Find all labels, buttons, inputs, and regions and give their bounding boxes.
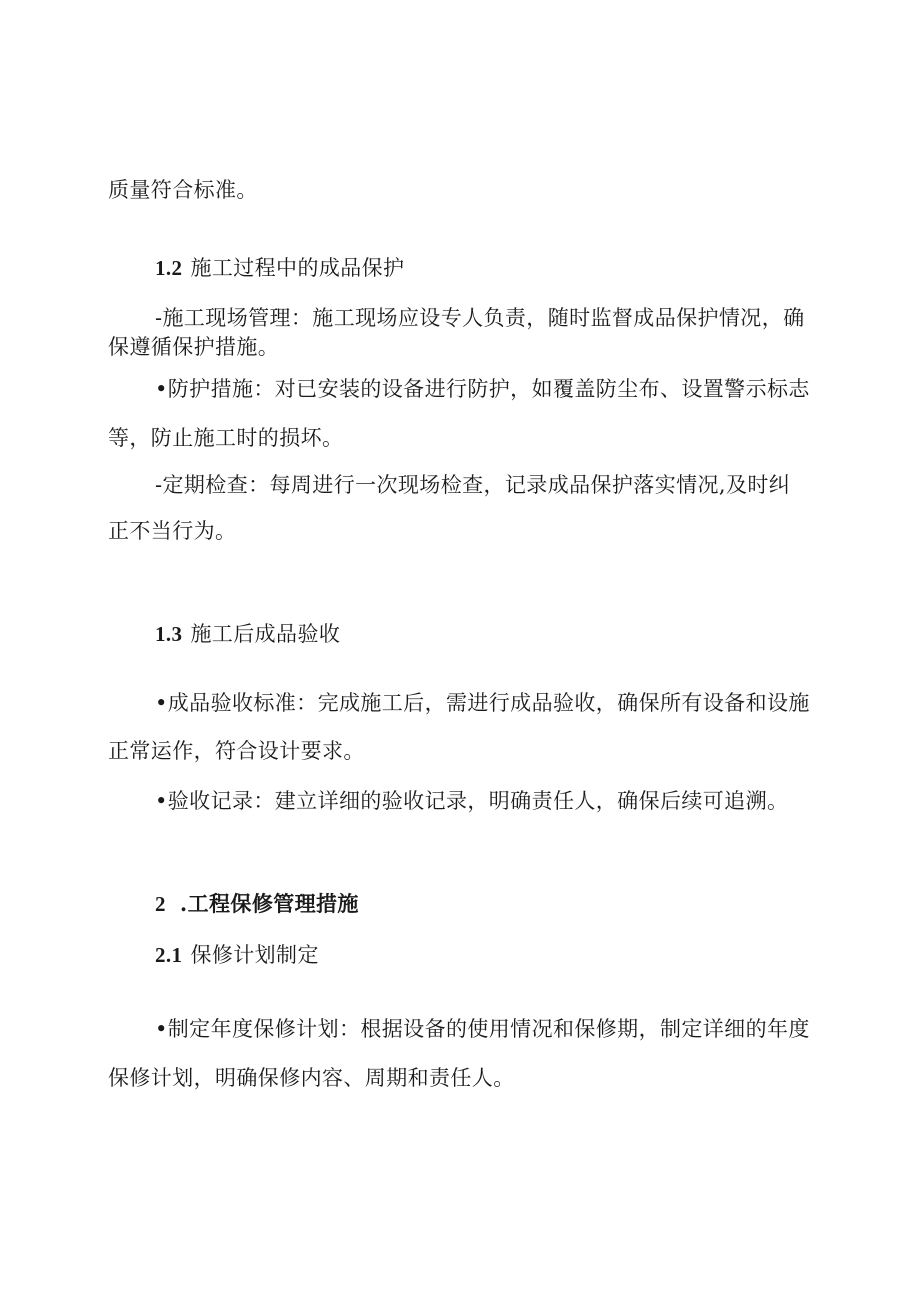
paragraph-line: 保遵循保护措施。 (108, 335, 280, 359)
section-heading-1-3 (155, 620, 340, 648)
section-title: 保修计划制定 (190, 943, 319, 967)
paragraph-line: •成品验收标准：完成施工后，需进行成品验收，确保所有设备和设施 (155, 691, 810, 715)
section-number: 2 (155, 892, 166, 916)
paragraph-line: 质量符合标准。 (108, 178, 258, 202)
paragraph-line: 保修计划，明确保修内容、周期和责任人。 (108, 1066, 515, 1090)
paragraph-line: -定期检查：每周进行一次现场检查，记录成品保护落实情况,及时纠 (155, 473, 791, 497)
paragraph-line: 正不当行为。 (108, 519, 237, 543)
section-heading-2-1 (155, 941, 319, 969)
section-title: .工程保修管理措施 (179, 891, 359, 916)
section-number: 1.3 (155, 622, 183, 646)
paragraph-line: 等，防止施工时的损坏。 (108, 426, 344, 450)
paragraph-line: 正常运作，符合设计要求。 (108, 739, 365, 763)
section-number: 1.2 (155, 256, 183, 280)
section-title: 施工后成品验收 (190, 622, 341, 646)
paragraph-line: •制定年度保修计划：根据设备的使用情况和保修期，制定详细的年度 (155, 1017, 810, 1041)
paragraph-line: •验收记录：建立详细的验收记录，明确责任人，确保后续可追溯。 (155, 789, 789, 813)
paragraph-line: -施工现场管理：施工现场应设专人负责，随时监督成品保护情况，确 (155, 306, 805, 330)
section-heading-2 (155, 890, 359, 918)
section-number: 2.1 (155, 943, 183, 967)
section-heading-1-2 (155, 254, 404, 282)
paragraph-line: •防护措施：对已安装的设备进行防护，如覆盖防尘布、设置警示标志 (155, 377, 810, 401)
section-title: 施工过程中的成品保护 (190, 256, 405, 280)
